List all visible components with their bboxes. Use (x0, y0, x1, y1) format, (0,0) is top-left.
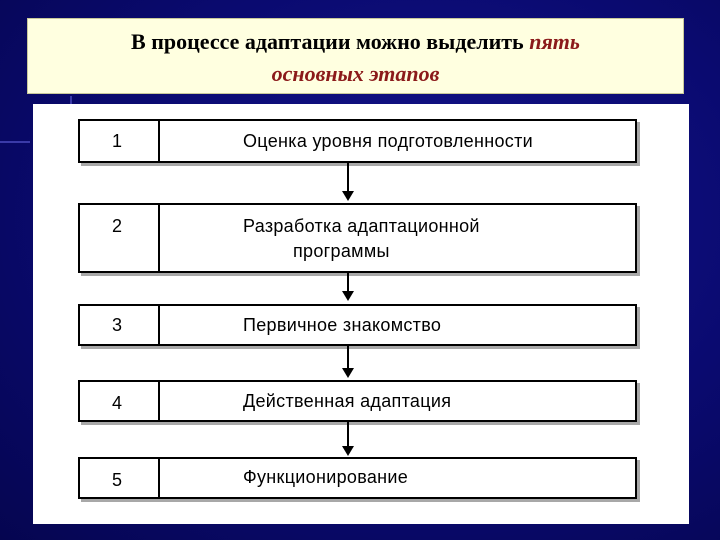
flowchart-step-4 (78, 380, 637, 422)
step-number: 4 (112, 393, 123, 413)
flowchart-panel (33, 104, 689, 524)
step-label: Первичное знакомство (243, 315, 442, 335)
step-number-cell (80, 382, 160, 420)
flowchart-step-3 (78, 304, 637, 346)
title-accent-text: основных этапов (271, 61, 440, 86)
step-number-cell (80, 306, 160, 344)
step-label: Действенная адаптация (243, 391, 452, 411)
step-label-cell (243, 205, 627, 271)
flow-arrow (342, 346, 354, 378)
flowchart-step-1 (78, 119, 637, 163)
step-label-cell (243, 306, 627, 344)
step-number: 2 (112, 216, 123, 236)
step-label: Функционирование (243, 467, 409, 487)
step-label: Оценка уровня подготовленности (243, 131, 533, 151)
step-number: 5 (112, 470, 123, 490)
step-number: 1 (112, 131, 123, 151)
flow-arrow (342, 163, 354, 201)
step-number-cell (80, 205, 160, 271)
step-label: программы (293, 241, 390, 261)
decorative-line (0, 141, 30, 143)
title-accent-text: пять (529, 29, 580, 54)
flowchart-step-5 (78, 457, 637, 499)
step-label-cell (243, 382, 627, 420)
slide-title (27, 18, 684, 94)
step-number-cell (80, 121, 160, 161)
flow-arrow (342, 273, 354, 301)
step-label-cell (243, 459, 627, 497)
step-label: Разработка адаптационной (243, 216, 480, 236)
step-number: 3 (112, 315, 123, 335)
flow-arrow (342, 422, 354, 456)
step-label-cell (243, 121, 627, 161)
flowchart-step-2 (78, 203, 637, 273)
title-text: В процессе адаптации можно выделить (131, 29, 524, 54)
step-number-cell (80, 459, 160, 497)
